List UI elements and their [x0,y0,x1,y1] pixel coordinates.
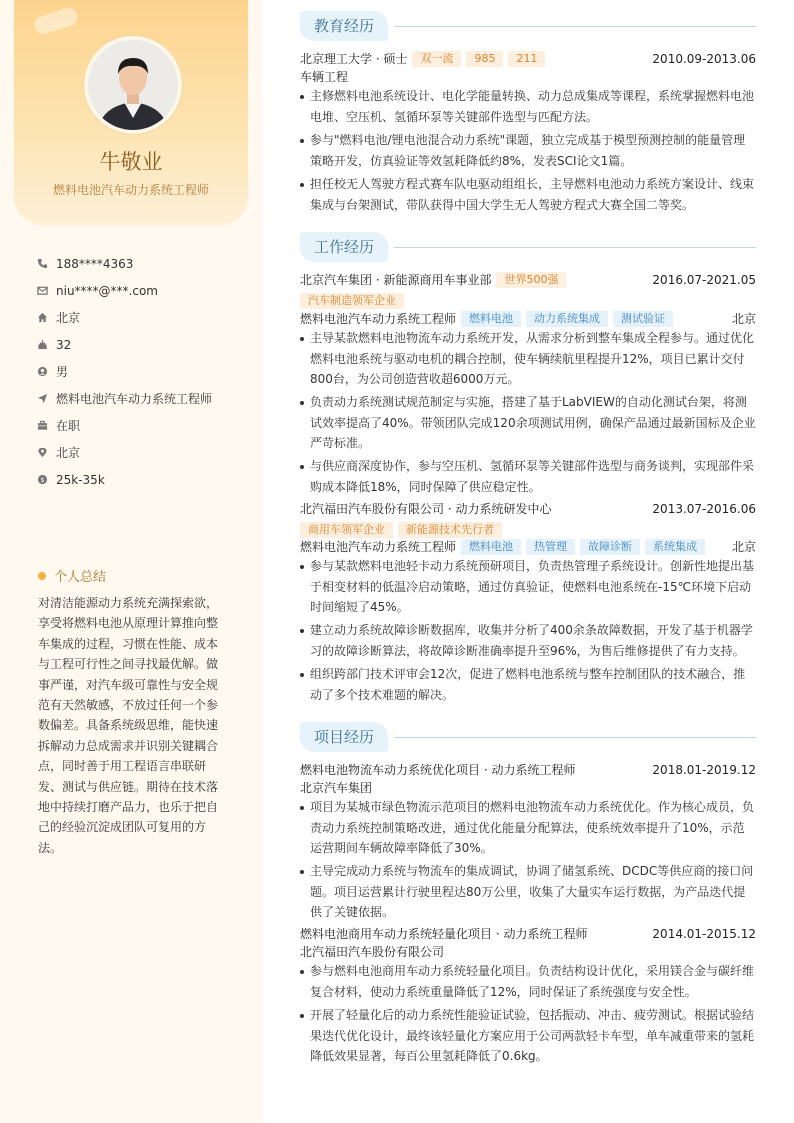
summary-text: 对清洁能源动力系统充满探索欲，享受将燃料电池从原理计算推向整车集成的过程，习惯在性能、成本与工程可行性之间寻找最优解。做事严谨，对汽车级可靠性与安全规范有天然敏感，不放过任何一个参数偏差。具备系统级思维，能快速拆解动力总成需求并识别关键耦合点，同时善于用工程语言串联研发、测试与供应链。期待在技术落地中持续打磨产品力，也乐于把自己的经验沉淀成团队可复用的方法。 [38,596,219,855]
project-bullet: 开展了轻量化后的动力系统性能验证试验，包括振动、冲击、疲劳测试。根据试验结果迭代优化设计，最终该轻量化方案应用于公司两款轻卡车型，单车减重带来的氢耗降低效果显著，每百公里氢耗降低了0.6kg。 [300,1005,756,1067]
summary-title: 个人总结 [54,570,107,585]
contact-location [36,439,256,466]
job-role: 燃料电池汽车动力系统工程师 [300,312,457,326]
education-bullet: 主修燃料电池系统设计、电化学能量转换、动力总成集成等课程，系统掌握燃料电池电堆、空压机、氢循环泵等关键部件选型与匹配方法。 [300,86,756,127]
svg-text:$: $ [39,475,45,484]
contact-city-text: 北京 [56,311,81,325]
job-bullet: 负责动力系统测试规范制定与实施，搭建了基于LabVIEW的自动化测试台架，将测试效率提高了40%。带领团队完成120余项测试用例，确保产品通过最新国标及企业严苛标准。 [300,392,756,454]
school-tag: 双一流 [412,51,461,67]
company-tag: 商用车领军企业 [300,522,393,538]
job-extra-tags [300,292,756,310]
home-icon [36,312,48,324]
contact-gender-text: 男 [56,365,69,379]
location-icon [36,447,48,459]
cake-icon [36,339,48,351]
project-bullet: 参与燃料电池商用车动力系统轻量化项目。负责结构设计优化，采用镁合金与碳纤维复合材料，使动力系统重量降低了12%，同时保证了系统强度与安全性。 [300,961,756,1002]
work-section-header [300,232,756,262]
project-org: 北汽福田汽车股份有限公司 [300,945,445,959]
job-date: 2013.07-2016.06 [652,502,756,516]
contact-city [36,304,256,331]
job-bullet: 主导某款燃料电池物流车动力系统开发，从需求分析到整车集成全程参与。通过优化燃料电池系统与驱动电机的耦合控制，使车辆续航里程提升12%，项目已累计交付800台，为公司创造营收超6000万元。 [300,328,756,390]
projects-section-header [300,722,756,752]
sidebar [0,0,262,1123]
job-company: 北汽福田汽车股份有限公司 · 动力系统研发中心 [300,502,552,516]
project-bullet: 主导完成动力系统与物流车的集成调试，协调了储氢系统、DCDC等供应商的接口问题。项目运营累计行驶里程达80万公里，收集了大量实车运行数据，为产品迭代提供了关键依据。 [300,861,756,923]
project-org: 北京汽车集团 [300,781,373,795]
education-school: 北京理工大学 · 硕士 [300,52,408,66]
avatar-photo-icon [88,40,178,130]
contact-status-text: 在职 [56,419,81,433]
skill-tag: 系统集成 [645,539,705,555]
job-company-row [300,271,756,289]
summary-heading [38,566,106,585]
contact-phone-text: 188****4363 [56,256,134,271]
skill-tag: 燃料电池 [461,311,521,327]
mail-icon [36,285,48,297]
gender-icon [36,366,48,378]
contact-target-job [36,385,256,412]
company-tag: 汽车制造领军企业 [300,293,404,309]
job-date: 2016.07-2021.05 [652,273,756,287]
skill-tag: 热管理 [526,539,575,555]
project-bullet: 项目为某城市绿色物流示范项目的燃料电池物流车动力系统优化。作为核心成员，负责动力系统控制策略改进，通过优化能量分配算法，使系统效率提升了10%，示范运营期间车辆故障率降低了30%。 [300,797,756,859]
contact-phone [36,250,256,277]
avatar [84,36,182,134]
salary-icon [36,474,48,486]
education-bullet: 担任校无人驾驶方程式赛车队电驱动组组长，主导燃料电池动力系统方案设计、线束集成与台架测试，带队获得中国大学生无人驾驶方程式大赛全国二等奖。 [300,174,756,215]
contact-email-text: niu****@***.com [56,283,158,298]
education-section-header [300,11,756,41]
education-section-title: 教育经历 [300,11,388,41]
job-city: 北京 [731,312,756,326]
job-bullet: 与供应商深度协作，参与空压机、氢循环泵等关键部件选型与商务谈判，实现部件采购成本降低18%，同时保障了供应稳定性。 [300,456,756,497]
job-bullet: 参与某款燃料电池轻卡动力系统预研项目，负责热管理子系统设计。创新性地提出基于相变材料的低温冷启动策略，通过仿真验证，使燃料电池系统在-15℃环境下启动时间缩短了45%。 [300,556,756,618]
profile-name: 牛敬业 [99,150,163,174]
skill-tag: 故障诊断 [580,539,640,555]
job-role-row [300,310,756,328]
section-divider [394,26,756,27]
education-date: 2010.09-2013.06 [652,52,756,66]
company-tag: 世界500强 [496,272,566,288]
section-divider [394,737,756,738]
contact-gender [36,358,256,385]
school-tag: 985 [466,51,503,67]
send-icon [36,393,48,405]
education-major: 车辆工程 [300,70,349,84]
company-tag: 新能源技术先行者 [398,522,502,538]
project-date: 2018.01-2019.12 [652,763,756,777]
project-name-row [300,925,756,943]
job-extra-tags [300,521,756,539]
education-bullet: 参与"燃料电池/锂电池混合动力系统"课题，独立完成基于模型预测控制的能量管理策略开发，仿真验证等效氢耗降低约8%，发表SCI论文1篇。 [300,130,756,171]
contact-email [36,277,256,304]
contact-status [36,412,256,439]
project-date: 2014.01-2015.12 [652,927,756,941]
job-company: 北京汽车集团 · 新能源商用车事业部 [300,273,492,287]
job-city: 北京 [731,540,756,554]
contact-list [36,250,256,493]
contact-age [36,331,256,358]
job-bullet: 建立动力系统故障诊断数据库，收集并分析了400余条故障数据，开发了基于机器学习的故障诊断算法，将故障诊断准确率提升至96%，为售后维修提供了有力支持。 [300,620,756,661]
contact-age-text: 32 [56,337,72,352]
briefcase-icon [36,420,48,432]
skill-tag: 动力系统集成 [526,311,608,327]
contact-location-text: 北京 [56,446,81,460]
skill-tag: 测试验证 [613,311,673,327]
summary-dot-icon [38,572,46,580]
work-section-title: 工作经历 [300,232,388,262]
job-company-row [300,500,756,518]
phone-icon [36,258,48,270]
decorative-blob [32,6,79,37]
projects-section-title: 项目经历 [300,722,388,752]
skill-tag: 燃料电池 [461,539,521,555]
profile-card [14,0,248,226]
education-school-row [300,50,756,68]
profile-title: 燃料电池汽车动力系统工程师 [52,183,209,197]
school-tag: 211 [508,51,545,67]
contact-salary-text: 25k-35k [56,472,105,487]
contact-target-job-text: 燃料电池汽车动力系统工程师 [56,392,213,406]
project-name: 燃料电池物流车动力系统优化项目 · 动力系统工程师 [300,763,576,777]
job-bullet: 组织跨部门技术评审会12次，促进了燃料电池系统与整车控制团队的技术融合，推动了多个技术难题的解决。 [300,664,756,705]
contact-salary [36,466,256,493]
job-role-row [300,538,756,556]
section-divider [394,247,756,248]
project-name: 燃料电池商用车动力系统轻量化项目 · 动力系统工程师 [300,927,588,941]
job-role: 燃料电池汽车动力系统工程师 [300,540,457,554]
project-name-row [300,761,756,779]
